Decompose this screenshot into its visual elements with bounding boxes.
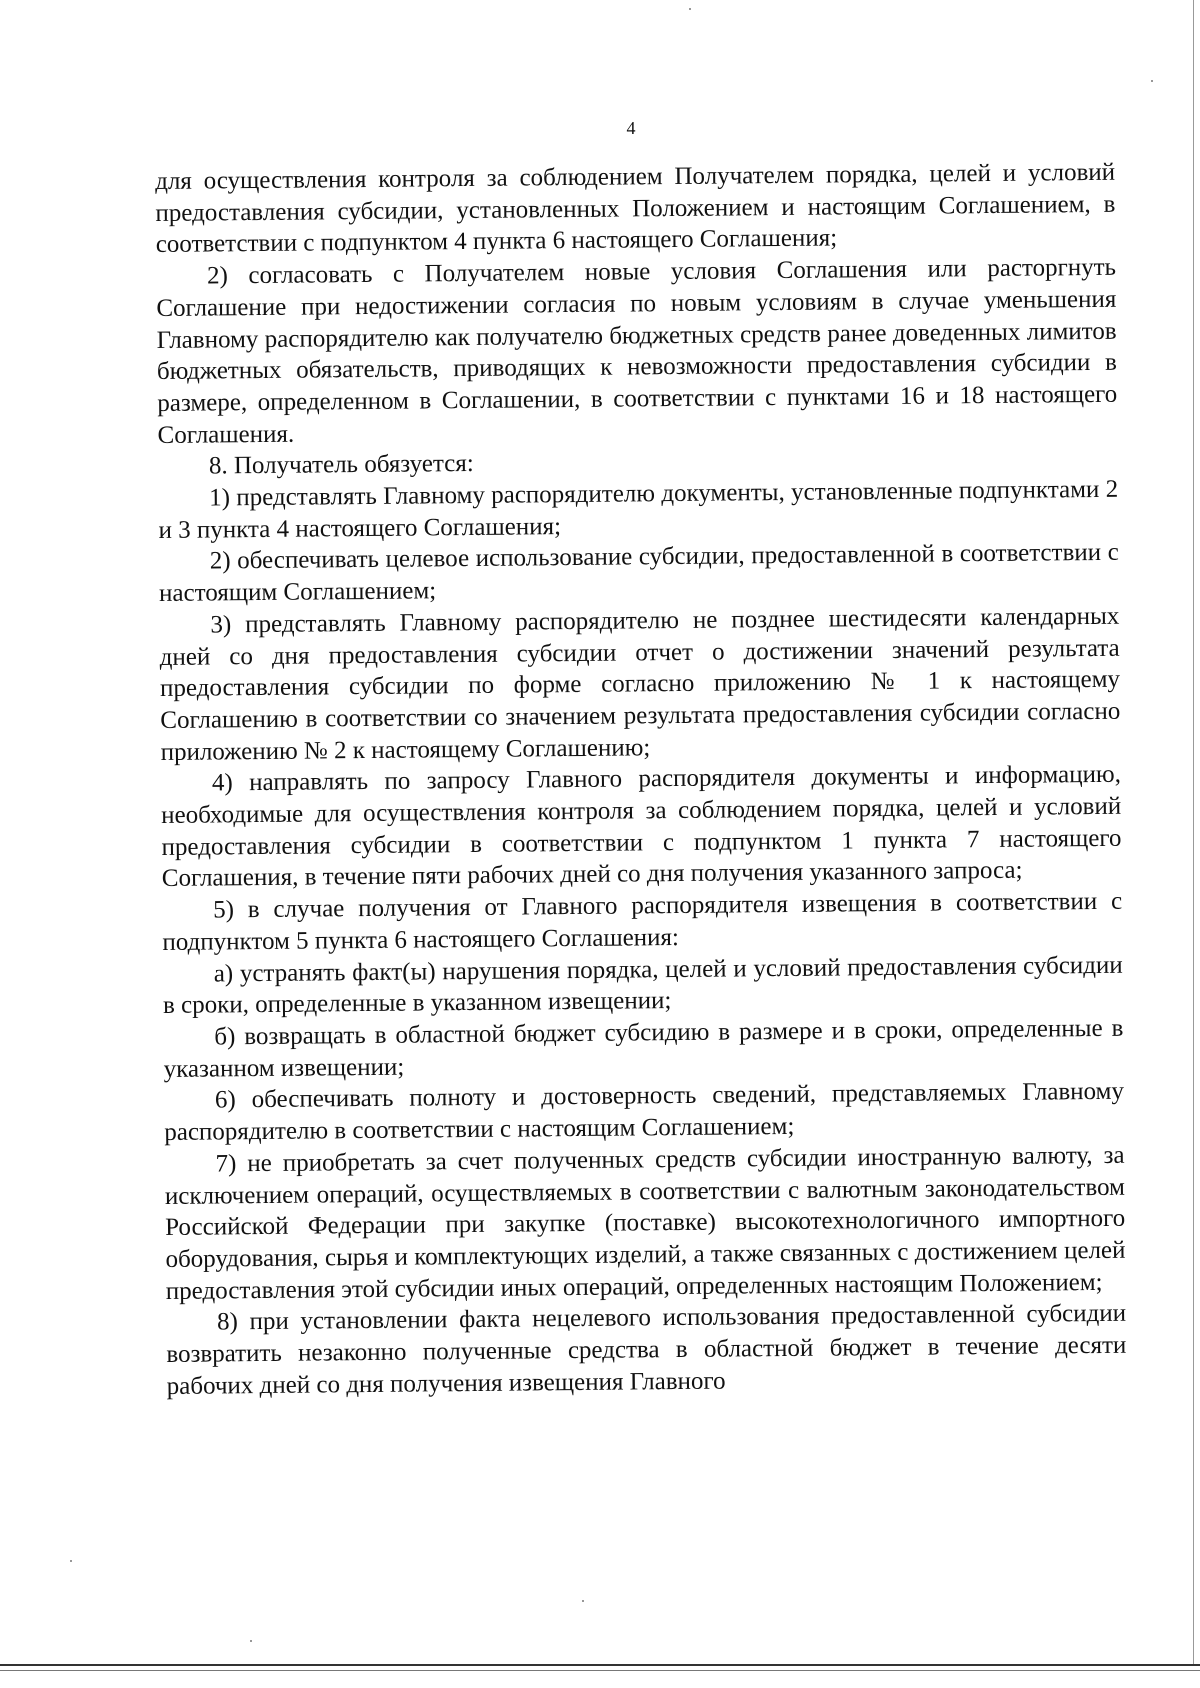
paragraph: 5) в случае получения от Главного распорядителя извещения в соответствии с подпунктом 5 пункта 6 настоящего Соглашения: (162, 887, 1123, 956)
scan-speck (1151, 80, 1153, 82)
paragraph: б) возвращать в областной бюджет субсидию в размере и в сроки, определенные в указанном извещении; (163, 1014, 1124, 1083)
scan-edge-line (0, 1670, 1200, 1671)
scan-speck (70, 1560, 72, 1562)
scan-speck (582, 1600, 584, 1602)
document-body (155, 157, 1127, 1403)
scan-speck (689, 8, 691, 10)
paragraph: 1) представлять Главному распорядителю документы, установленные подпунктами 2 и 3 пункта 4 настоящего Соглашения; (158, 475, 1119, 544)
paragraph: а) устранять факт(ы) нарушения порядка, целей и условий предоставления субсидии в сроки, определенные в указанном извещении; (162, 951, 1123, 1020)
paragraph: для осуществления контроля за соблюдением Получателем порядка, целей и условий предоставления субсидии, установленных Положением и настоящим Соглашением, в соответствии с подпунктом 4 пункта 6 настоящего Соглашения; (155, 158, 1116, 259)
paragraph: 7) не приобретать за счет полученных средств субсидии иностранную валюту, за исключением операций, осуществляемых в соответствии с валютным законодательством Российской Федерации при закупке (поставке) высокотехнологичного импортного оборудования, сырья и комплектующих изделий, а также связанных с достижением целей предоставления этой субсидии иных операций, определенных настоящим Положением; (164, 1141, 1126, 1305)
scan-edge-bottom (0, 1664, 1200, 1688)
scan-edge-right (1193, 0, 1194, 1686)
paragraph: 3) представлять Главному распорядителю не позднее шестидесяти календарных дней со дня предоставления субсидии отчет о достижении значений результата предоставления субсидии по форме согласно приложению № 1 к настоящему Соглашению в соответствии со значением результата предоставления субсидии согласно приложению № 2 к настоящему Соглашению; (159, 602, 1121, 766)
scan-speck (250, 1640, 252, 1642)
paragraph: 8) при установлении факта нецелевого использования предоставленной субсидии возвратить незаконно полученные средства в областной бюджет в течение десяти рабочих дней со дня получения извещения Главного (166, 1300, 1127, 1400)
page-number: 4 (626, 118, 636, 138)
paragraph: 2) обеспечивать целевое использование субсидии, предоставленной в соответствии с настоящим Соглашением; (158, 539, 1119, 608)
paragraph: 8. Получатель обязуется: (208, 450, 474, 480)
paragraph: 6) обеспечивать полноту и достоверность сведений, представляемых Главному распорядителю в соответствии с настоящим Соглашением; (164, 1078, 1125, 1147)
paragraph: 4) направлять по запросу Главного распорядителя документы и информацию, необходимые для осуществления контроля за соблюдением порядка, целей и условий предоставления субсидии в соответствии с подпунктом 1 пункта 7 настоящего Соглашения, в течение пяти рабочих дней со дня получения указанного запроса; (161, 761, 1122, 893)
paragraph: 2) согласовать с Получателем новые условия Соглашения или расторгнуть Соглашение при недостижении согласия по новым условиям в случае уменьшения Главному распорядителю как получателю бюджетных средств ранее доведенных лимитов бюджетных обязательств, приводящих к невозможности предоставления субсидии в размере, определенном в Соглашении, в соответствии с пунктами 16 и 18 настоящего Соглашения. (156, 253, 1118, 449)
